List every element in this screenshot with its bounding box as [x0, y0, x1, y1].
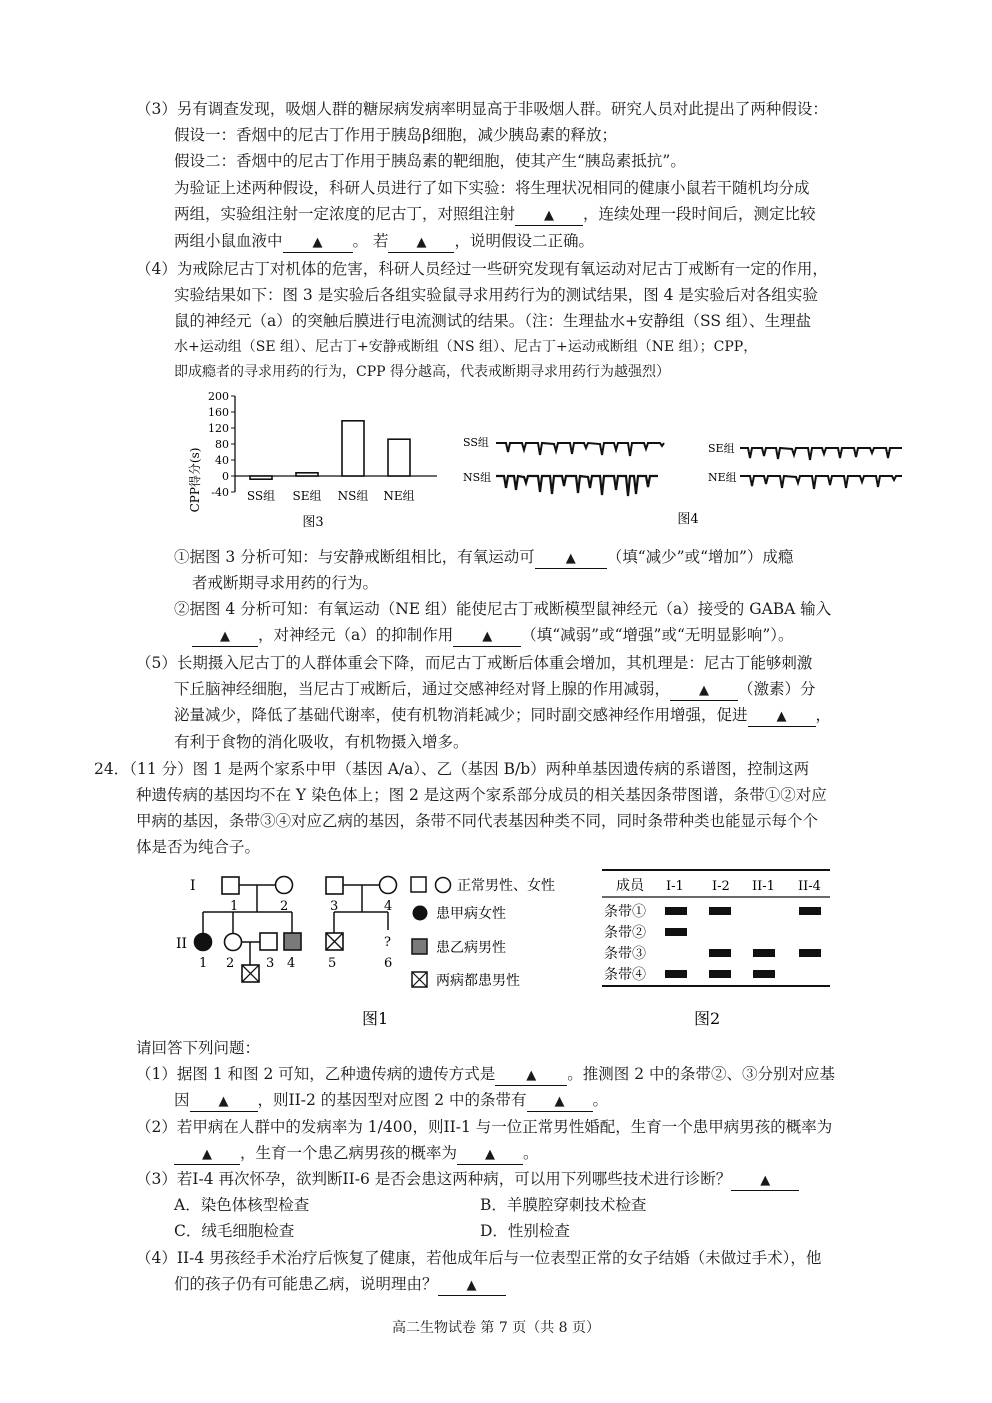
fig2-band [753, 970, 775, 978]
fig3-ytick-label: 0 [222, 470, 229, 483]
fig2-band-1-label: 条带① [604, 904, 646, 920]
fig4-caption: 图4 [677, 512, 699, 527]
q23-3-line1: （3）另有调查发现，吸烟人群的糖尿病发病率明显高于非吸烟人群。研究人员对此提出了两种假设： [136, 100, 828, 118]
fig3-ytick-label: -40 [211, 486, 229, 499]
answer-blank[interactable]: ▲ [174, 1146, 240, 1165]
fig3-ylabel: CPP得分(s) [188, 447, 202, 513]
q24-line4: 体是否为纯合子。 [136, 838, 261, 856]
q23-4-line5: 即成瘾者的寻求用药的行为，CPP 得分越高，代表戒断期寻求用药行为越强烈） [174, 364, 670, 380]
q24-line2: 种遗传病的基因均不在 Y 染色体上；图 2 是这两个家系部分成员的相关基因条带图谱，条带①②对应 [136, 786, 827, 804]
fig4-trace-ne [740, 476, 902, 489]
answer-blank[interactable]: ▲ [192, 628, 258, 647]
q23-5-line4: 有利于食物的消化吸收，有机物摄入增多。 [174, 733, 469, 751]
fig2-band [753, 949, 775, 957]
q24-2-line2: ▲ ，生育一个患乙病男孩的概率为 ▲ 。 [174, 1140, 539, 1166]
id-II-5: 5 [328, 956, 337, 971]
id-I-4: 4 [384, 899, 393, 914]
q24-1-line2: 因 ▲ ，则II-2 的基因型对应图 2 中的条带有 ▲ 。 [174, 1087, 608, 1113]
answer-blank[interactable]: ▲ [748, 708, 816, 727]
answer-blank[interactable]: ▲ [731, 1172, 799, 1191]
fig2-member-II-4: II-4 [798, 879, 821, 894]
q23-3-hypothesis1: 假设一：香烟中的尼古丁作用于胰岛β细胞，减少胰岛素的释放； [174, 126, 617, 144]
page-footer: 高二生物试卷 第 7 页（共 8 页） [391, 1320, 601, 1336]
answer-blank[interactable]: ▲ [495, 1067, 567, 1086]
q24-prompt: 请回答下列问题： [136, 1039, 261, 1057]
q24-3-option-d[interactable]: D．性别检查 [480, 1222, 570, 1240]
fig2-band-chart [598, 868, 838, 1033]
fig4-trace-ns [496, 476, 658, 496]
fig3-ytick-label: 40 [215, 454, 229, 467]
fig2-band [709, 949, 731, 957]
fig2-member-I-2: I-2 [712, 879, 730, 894]
answer-blank[interactable]: ▲ [670, 682, 738, 701]
q23-3-line4: 为验证上述两种假设，科研人员进行了如下实验：将生理状况相同的健康小鼠若干随机均分成 [174, 179, 810, 197]
I-1-male-normal [222, 877, 239, 894]
q23-5-line2: 下丘脑神经细胞，当尼古丁戒断后，通过交感神经对肾上腺的作用减弱， ▲ （激素）分 [174, 676, 816, 702]
answer-blank[interactable]: ▲ [515, 207, 583, 226]
q23-4-line3: 鼠的神经元（a）的突触后膜进行电流测试的结果。（注：生理盐水+安静组（SS 组）、生理盐 [174, 312, 812, 330]
answer-blank[interactable]: ▲ [388, 234, 454, 253]
legend-disease-b-male-icon [412, 939, 427, 954]
fig3-caption: 图3 [302, 515, 324, 530]
id-I-1: 1 [230, 899, 239, 914]
q23-4-sub1-line1: ①据图 3 分析可知：与安静戒断组相比，有氧运动可 ▲ （填“减少”或“增加”）成瘾 [174, 544, 793, 570]
q23-4-line1: （4）为戒除尼古丁对机体的危害，科研人员经过一些研究发现有氧运动对尼古丁戒断有一定的作用， [136, 260, 828, 278]
answer-blank[interactable]: ▲ [453, 628, 521, 647]
answer-blank[interactable]: ▲ [457, 1146, 523, 1165]
fig4-label-ns: NS组 [463, 471, 492, 484]
legend-disease-a-label: 患甲病女性 [436, 906, 506, 922]
gen-label-I: I [190, 878, 196, 894]
legend-both-label: 两病都患男性 [436, 973, 520, 989]
id-II-1: 1 [199, 956, 208, 971]
answer-blank[interactable]: ▲ [438, 1277, 506, 1296]
fig3-bar [250, 476, 272, 479]
legend-normal-label: 正常男性、女性 [457, 878, 555, 894]
fig3-ytick-label: 200 [208, 390, 229, 403]
q24-3-line1: （3）若I-4 再次怀孕，欲判断II-6 是否会患这两种病，可以用下列哪些技术进行诊断？ ▲ [136, 1166, 799, 1192]
id-I-2: 2 [280, 899, 289, 914]
q23-5-line3: 泌量减少，降低了基础代谢率，使有机物消耗减少；同时副交感神经作用增强，促进 ▲ ， [174, 702, 831, 728]
id-I-3: 3 [330, 899, 339, 914]
q23-4-sub2-line1: ②据图 4 分析可知：有氧运动（NE 组）能使尼古丁戒断模型鼠神经元（a）接受的 GABA 输入 [174, 600, 832, 618]
fig3-bar [342, 421, 364, 476]
q24-4-line1: （4）II-4 男孩经手术治疗后恢复了健康，若他成年后与一位表型正常的女子结婚（未做过手术），他 [136, 1249, 822, 1267]
I-4-female-normal [380, 877, 397, 894]
q24-3-option-c[interactable]: C．绒毛细胞检查 [174, 1222, 295, 1240]
fig2-band [799, 907, 821, 915]
fig3-xtick-label: SE组 [292, 489, 322, 503]
fig4-label-ss: SS组 [463, 436, 489, 449]
id-II-4: 4 [287, 956, 296, 971]
fig2-band [709, 970, 731, 978]
fig2-member-II-1: II-1 [752, 879, 775, 894]
fig4-current-traces [458, 428, 908, 528]
answer-blank[interactable]: ▲ [283, 234, 353, 253]
q23-3-hypothesis2: 假设二：香烟中的尼古丁作用于胰岛素的靶细胞，使其产生“胰岛素抵抗”。 [174, 152, 686, 170]
legend-disease-a-female-icon [413, 906, 428, 921]
legend-disease-b-label: 患乙病男性 [436, 940, 506, 956]
II-3-male-normal [260, 933, 277, 950]
q24-1-line1: （1）据图 1 和图 2 可知，乙种遗传病的遗传方式是 ▲ 。推测图 2 中的条带②、③分别对应基 [136, 1061, 835, 1087]
fig2-header: 成员 [616, 878, 644, 894]
q24-2-line1: （2）若甲病在人群中的发病率为 1/400，则II-1 与一位正常男性婚配，生育一个患甲病男孩的概率为 [136, 1118, 833, 1136]
id-II-3: 3 [266, 956, 275, 971]
fig2-caption: 图2 [694, 1009, 721, 1028]
fig2-member-I-1: I-1 [666, 879, 684, 894]
fig3-bar [296, 473, 318, 476]
fig4-label-ne: NE组 [708, 471, 737, 484]
q24-3-option-b[interactable]: B．羊膜腔穿刺技术检查 [480, 1196, 647, 1214]
fig1-pedigree [172, 868, 592, 1033]
q24-line1: 24．（11 分）图 1 是两个家系中甲（基因 A/a）、乙（基因 B/b）两种单基因遗传病的系谱图，控制这两 [94, 760, 810, 778]
gen-label-II: II [176, 936, 188, 952]
I-2-female-normal [276, 877, 293, 894]
q23-3-line6: 两组小鼠血液中 ▲ 。 若 ▲ ，说明假设二正确。 [174, 228, 594, 254]
II-2-female-normal [225, 934, 242, 951]
q24-3-option-a[interactable]: A．染色体核型检查 [174, 1196, 310, 1214]
fig3-xtick-label: NS组 [337, 489, 369, 503]
fig3-bar [388, 439, 410, 476]
fig2-band [665, 928, 687, 936]
fig3-bar-chart [185, 388, 445, 533]
q23-4-line4: 水+运动组（SE 组）、尼古丁+安静戒断组（NS 组）、尼古丁+运动戒断组（NE 组）；CPP， [174, 339, 758, 355]
fig3-ytick-label: 80 [215, 438, 229, 451]
fig3-xtick-label: SS组 [246, 489, 276, 503]
I-3-male-normal [326, 877, 343, 894]
fig4-trace-ss [496, 443, 664, 456]
fig2-band [709, 907, 731, 915]
fig2-band [799, 949, 821, 957]
fig2-band-4-label: 条带④ [604, 967, 646, 983]
II-4-male-disease-b [284, 933, 301, 950]
q23-3-line5: 两组，实验组注射一定浓度的尼古丁，对照组注射 ▲ ，连续处理一段时间后，测定比较 [174, 201, 816, 227]
id-II-2: 2 [226, 956, 235, 971]
fig2-band [665, 907, 687, 915]
legend-male-normal-icon [411, 877, 426, 892]
q24-line3: 甲病的基因，条带③④对应乙病的基因，条带不同代表基因种类不同，同时条带种类也能显示每个个 [136, 812, 819, 830]
legend-female-normal-icon [436, 878, 451, 893]
II-1-female-disease-a [195, 934, 212, 951]
fig3-ytick-label: 120 [208, 422, 229, 435]
fig1-caption: 图1 [362, 1009, 389, 1028]
answer-blank[interactable]: ▲ [535, 550, 607, 569]
id-II-6: 6 [384, 956, 393, 971]
q23-5-line1: （5）长期摄入尼古丁的人群体重会下降，而尼古丁戒断后体重会增加，其机理是：尼古丁能够刺激 [136, 654, 813, 672]
q23-4-line2: 实验结果如下：图 3 是实验后各组实验鼠寻求用药行为的测试结果，图 4 是实验后对各组实验 [174, 286, 818, 304]
fig4-trace-se [740, 448, 902, 460]
answer-blank[interactable]: ▲ [190, 1093, 258, 1112]
fig2-band-2-label: 条带② [604, 925, 646, 941]
answer-blank[interactable]: ▲ [527, 1093, 593, 1112]
fig3-ytick-label: 160 [208, 406, 229, 419]
fig2-band [665, 970, 687, 978]
fig4-label-se: SE组 [708, 442, 735, 455]
q23-4-sub2-line2: ▲ ，对神经元（a）的抑制作用 ▲ （填“减弱”或“增强”或“无明显影响”）。 [192, 622, 794, 648]
fig2-band-3-label: 条带③ [604, 946, 646, 962]
q24-4-line2: 们的孩子仍有可能患乙病，说明理由？ ▲ [174, 1271, 506, 1297]
II-6-unknown: ? [384, 935, 391, 950]
q23-4-sub1-line2: 者戒断期寻求用药的行为。 [192, 574, 379, 592]
fig3-xtick-label: NE组 [383, 489, 415, 503]
